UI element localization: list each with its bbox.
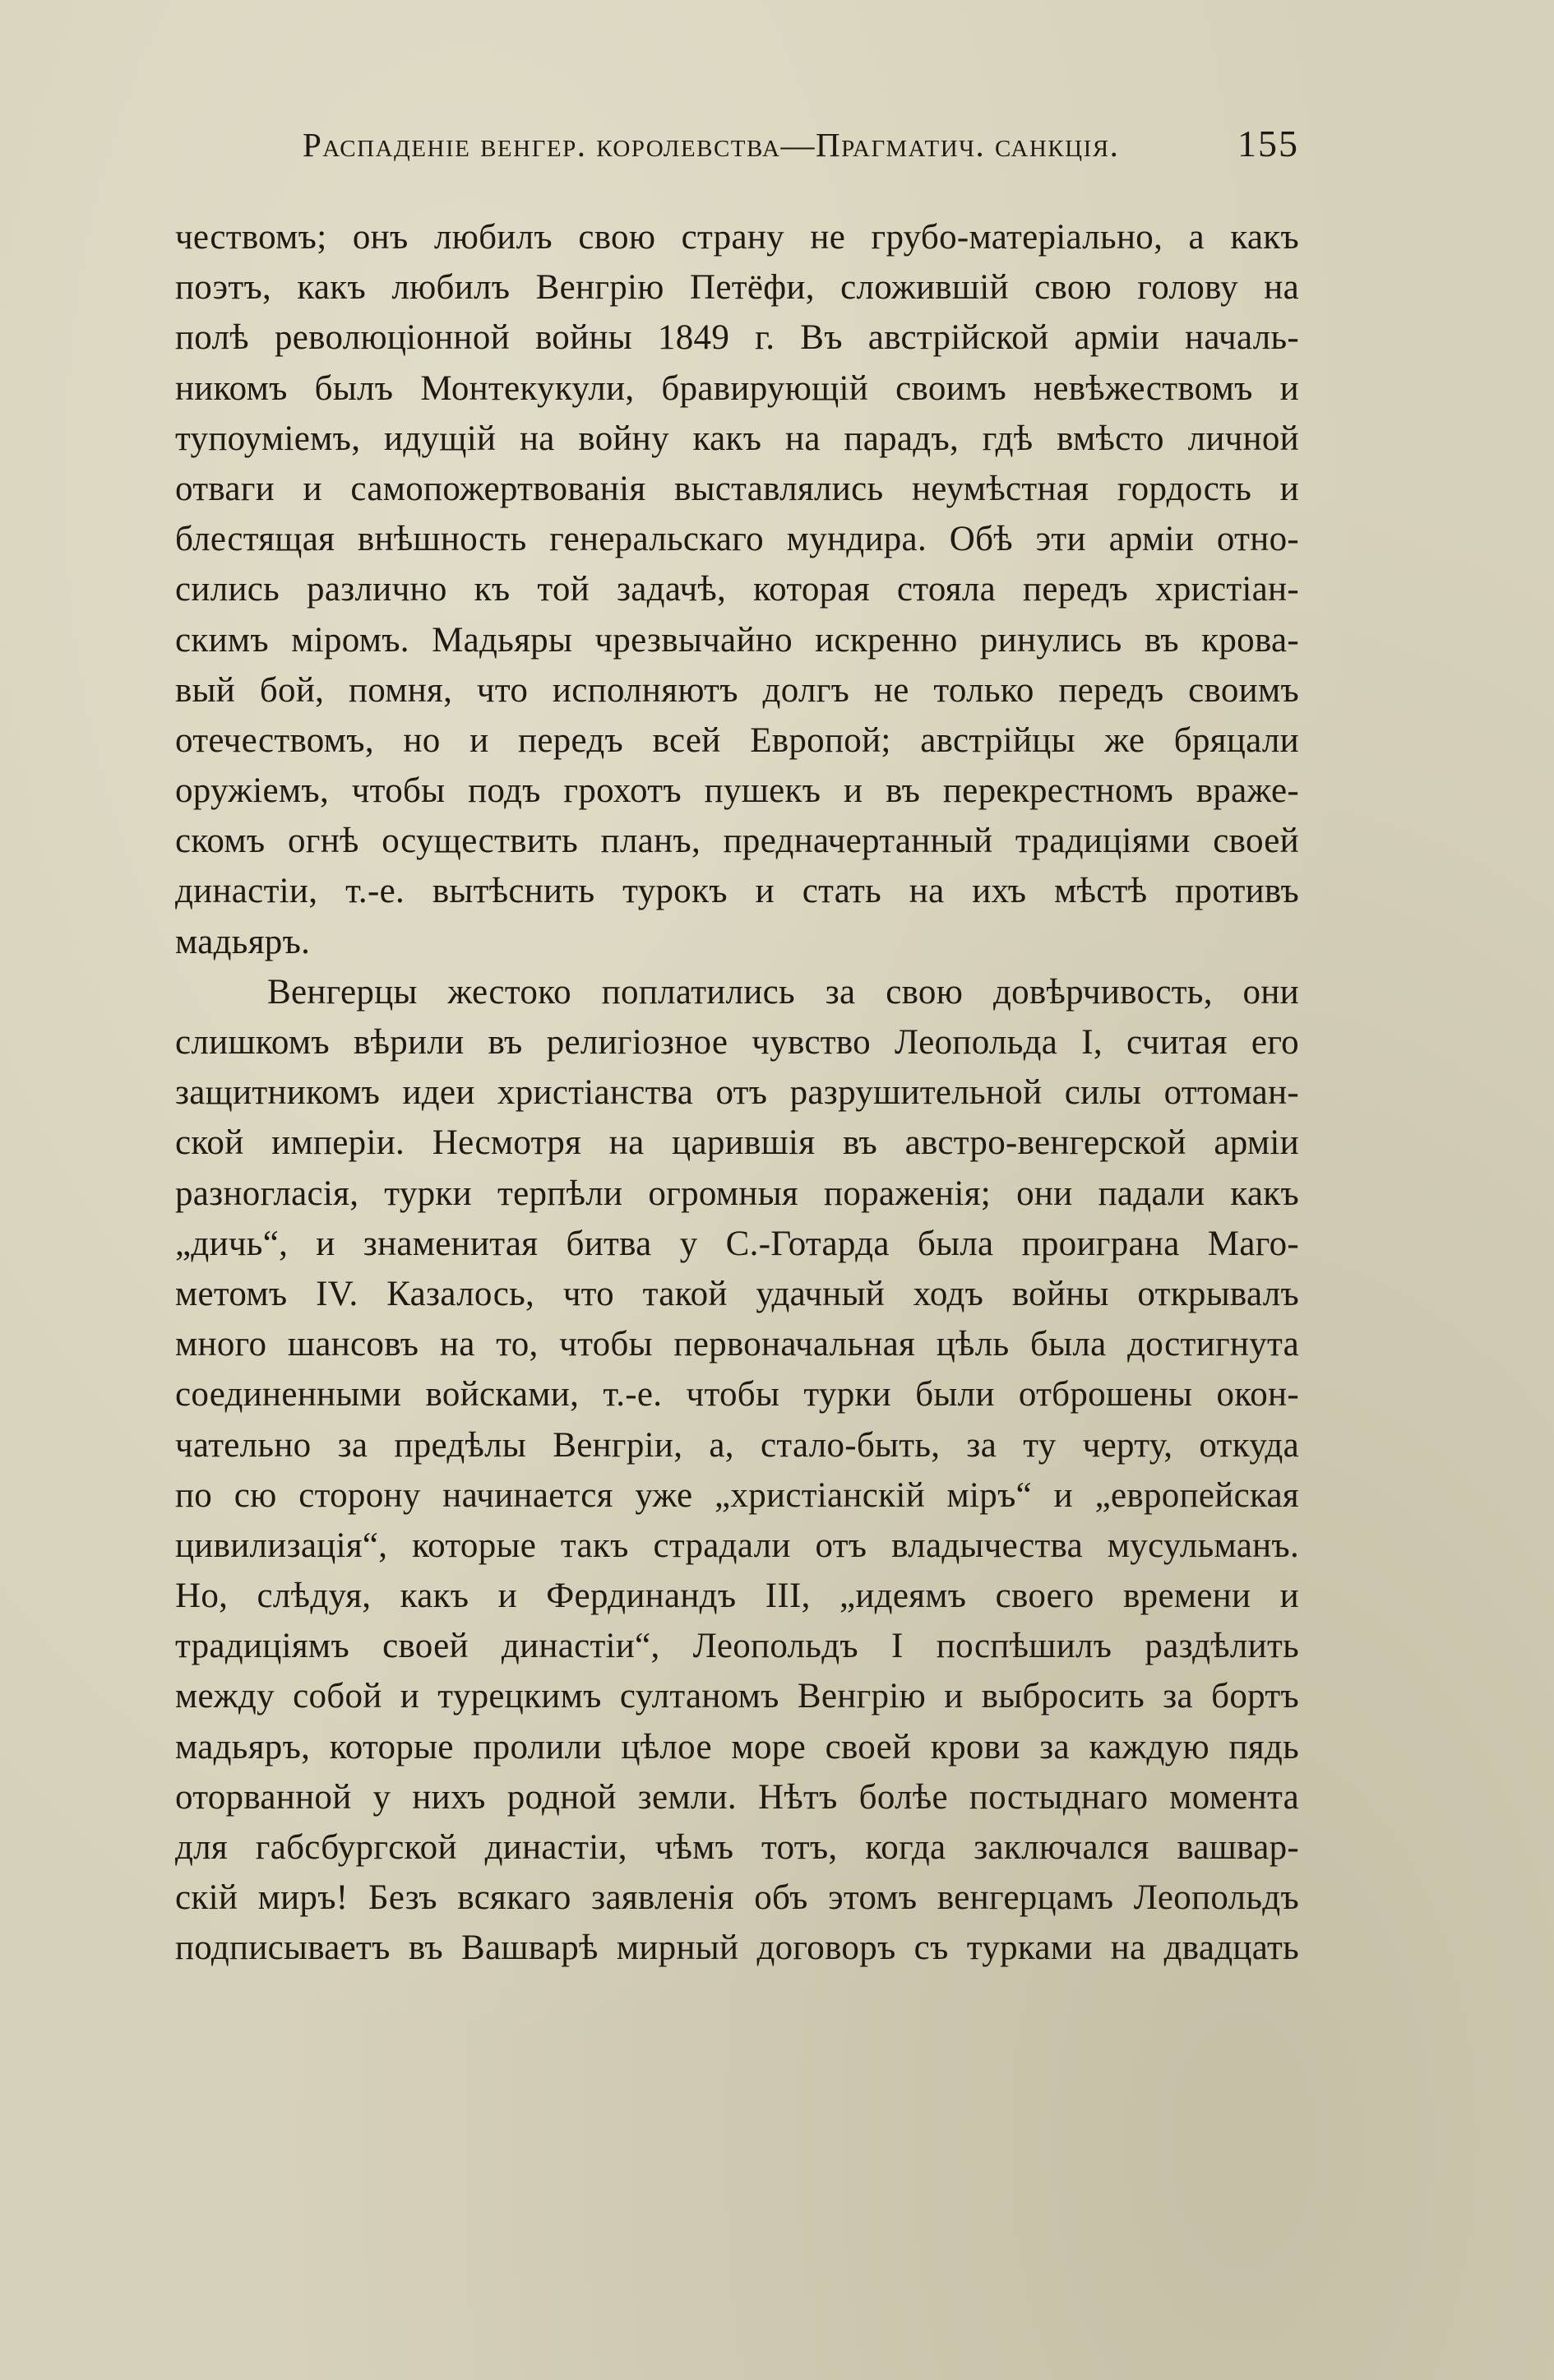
text-line: вый бой, помня, что исполняютъ долгъ не только передъ своимъ — [175, 670, 1299, 710]
text-line: мадьяръ, которые пролили цѣлое море своей крови за каждую пядь — [175, 1727, 1299, 1766]
text-line: династіи, т.-е. вытѣснить турокъ и стать на ихъ мѣстѣ противъ — [175, 872, 1299, 911]
body-text — [175, 212, 1299, 1974]
text-line: сились различно къ той задачѣ, которая стояла передъ христіан- — [175, 570, 1299, 609]
text-line: метомъ IV. Казалось, что такой удачный ходъ войны открывалъ — [175, 1274, 1299, 1313]
text-line: для габсбургской династіи, чѣмъ тотъ, когда заключался вашвар- — [175, 1828, 1299, 1867]
text-line: мадьяръ. — [175, 922, 311, 961]
text-line: „дичь“, и знаменитая битва у С.-Готарда была проиграна Маго- — [175, 1224, 1299, 1263]
text-line: оторванной у нихъ родной земли. Нѣтъ болѣе постыднаго момента — [175, 1777, 1299, 1817]
text-line: подписываетъ въ Вашварѣ мирный договоръ съ турками на двадцать — [175, 1929, 1299, 1968]
text-line: полѣ революціонной войны 1849 г. Въ австрійской арміи началь- — [175, 318, 1299, 358]
text-line: по сю сторону начинается уже „христіанскій міръ“ и „европейская — [175, 1475, 1299, 1515]
text-line: традиціямъ своей династіи“, Леопольдъ I поспѣшилъ раздѣлить — [175, 1627, 1299, 1666]
paragraph-first-line: Венгерцы жестоко поплатились за свою довѣрчивость, они — [267, 972, 1299, 1012]
text-line: отваги и самопожертвованія выставлялись неумѣстная гордость и — [175, 469, 1299, 508]
running-title: Распаденіе венгер. королевства—Прагматич. санкція. — [303, 126, 1120, 164]
text-line: между собой и турецкимъ султаномъ Венгрію и выбросить за бортъ — [175, 1677, 1299, 1716]
text-line: блестящая внѣшность генеральскаго мундира. Обѣ эти арміи отно- — [175, 520, 1299, 559]
text-line: поэтъ, какъ любилъ Венгрію Петёфи, сложившій свою голову на — [175, 268, 1299, 308]
text-line: отечествомъ, но и передъ всей Европой; австрійцы же бряцали — [175, 720, 1299, 760]
text-line: оружіемъ, чтобы подъ грохотъ пушекъ и въ перекрестномъ враже- — [175, 771, 1299, 811]
text-line: защитникомъ идеи христіанства отъ разрушительной силы оттоман- — [175, 1073, 1299, 1113]
text-line: соединенными войсками, т.-е. чтобы турки были отброшены окон- — [175, 1375, 1299, 1415]
text-line: скомъ огнѣ осуществить планъ, предначертанный традиціями своей — [175, 822, 1299, 861]
text-line: тупоуміемъ, идущій на войну какъ на парадъ, гдѣ вмѣсто личной — [175, 419, 1299, 458]
text-line: разногласія, турки терпѣли огромныя пораженія; они падали какъ — [175, 1174, 1299, 1213]
text-line: цивилизація“, которые такъ страдали отъ владычества мусульманъ. — [175, 1526, 1299, 1565]
page-number: 155 — [1237, 123, 1299, 164]
page-header — [303, 122, 1299, 188]
text-line: чательно за предѣлы Венгріи, а, стало-быть, за ту черту, откуда — [175, 1425, 1299, 1465]
text-line: скимъ міромъ. Мадьяры чрезвычайно искренно ринулись въ крова- — [175, 620, 1299, 660]
text-line: слишкомъ вѣрили въ религіозное чувство Леопольда I, считая его — [175, 1023, 1299, 1062]
text-line: скій миръ! Безъ всякаго заявленія объ этомъ венгерцамъ Леопольдъ — [175, 1878, 1299, 1918]
text-line: никомъ былъ Монтекукули, бравирующій своимъ невѣжествомъ и — [175, 368, 1299, 408]
text-line: много шансовъ на то, чтобы первоначальная цѣль была достигнута — [175, 1325, 1299, 1364]
text-line: чествомъ; онъ любилъ свою страну не грубо-матеріально, а какъ — [175, 218, 1299, 257]
text-line: ской имперіи. Несмотря на царившія въ австро-венгерской арміи — [175, 1123, 1299, 1163]
text-line: Но, слѣдуя, какъ и Фердинандъ III, „идеямъ своего времени и — [175, 1577, 1299, 1616]
